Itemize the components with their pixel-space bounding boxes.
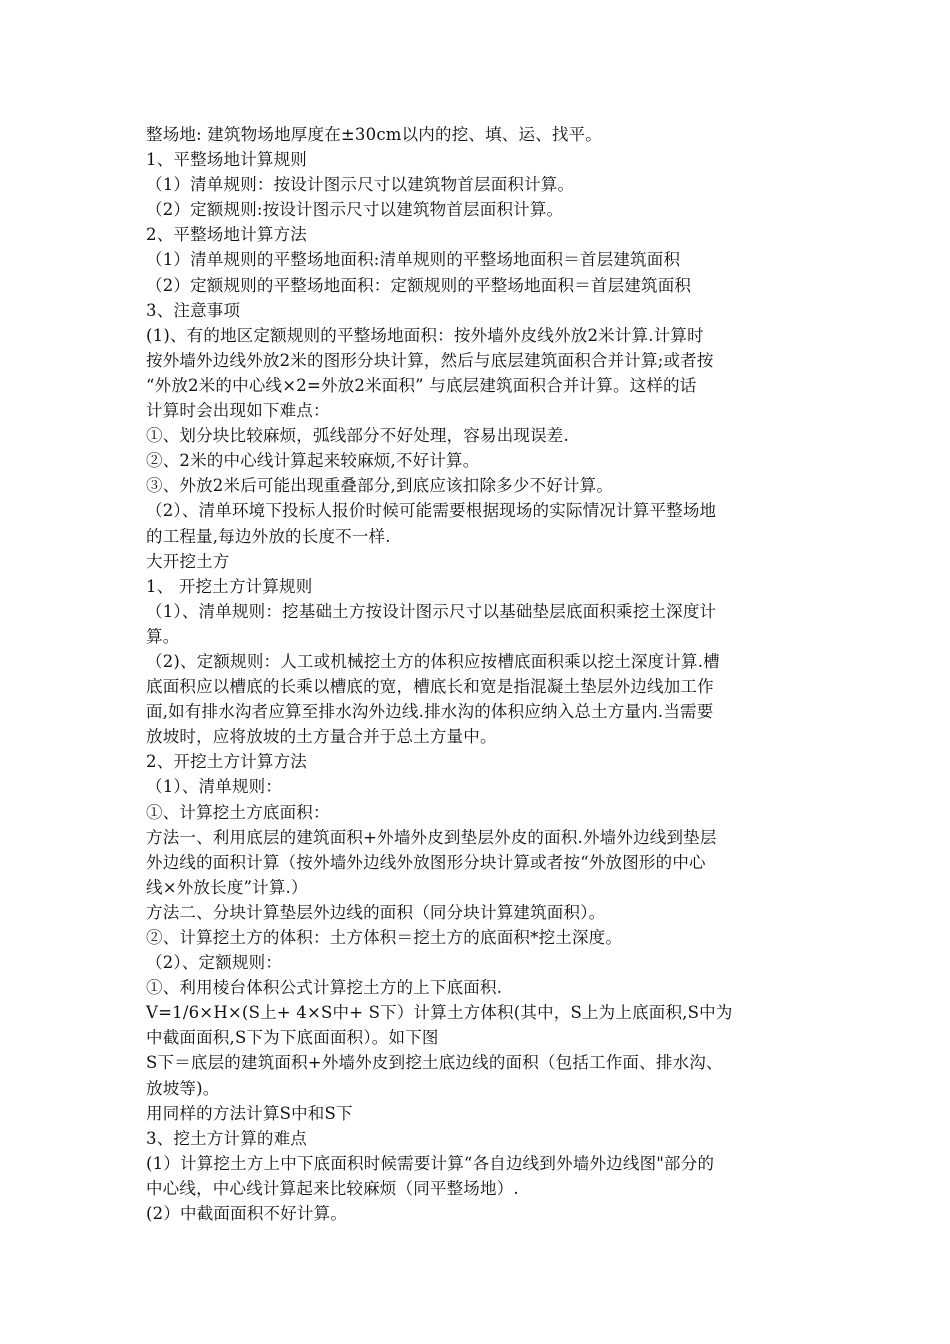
text-line: 底面积应以槽底的长乘以槽底的宽，槽底长和宽是指混凝土垫层外边线加工作 (146, 677, 714, 697)
text-line: ③、外放2米后可能出现重叠部分,到底应该扣除多少不好计算。 (146, 476, 614, 496)
text-line: （2）、定额规则： (146, 953, 283, 973)
text-line: 方法一、利用底层的建筑面积+外墙外皮到垫层外皮的面积.外墙外边线到垫层 (146, 827, 717, 847)
document-body (146, 122, 816, 1226)
text-line: 按外墙外边线外放2米的图形分块计算，然后与底层建筑面积合并计算;或者按 (146, 350, 714, 370)
text-line: (1）计算挖土方上中下底面积时候需要计算“各自边线到外墙外边线图"部分的 (146, 1153, 715, 1173)
text-line: 中截面面积,S下为下底面面积）。如下图 (146, 1028, 439, 1048)
text-line: 面,如有排水沟者应算至排水沟外边线.排水沟的体积应纳入总土方量内.当需要 (146, 702, 714, 722)
text-line: 方法二、分块计算垫层外边线的面积（同分块计算建筑面积）。 (146, 902, 606, 922)
text-line: S下＝底层的建筑面积+外墙外皮到挖土底边线的面积（包括工作面、排水沟、 (146, 1053, 723, 1073)
text-line: （2）、清单环境下投标人报价时候可能需要根据现场的实际情况计算平整场地 (146, 501, 717, 521)
text-line: 计算时会出现如下难点： (146, 401, 330, 421)
section-heading: 1、 开挖土方计算规则 (146, 576, 313, 596)
text-line: (2）中截面面积不好计算。 (146, 1204, 348, 1224)
text-line: 算。 (146, 626, 180, 646)
text-line: （1）清单规则的平整场地面积:清单规则的平整场地面积＝首层建筑面积 (146, 250, 681, 270)
text-line: (1)、有的地区定额规则的平整场地面积：按外墙外皮线外放2米计算.计算时 (146, 325, 704, 345)
text-line: ①、计算挖土方底面积： (146, 802, 330, 822)
section-heading: 1、平整场地计算规则 (146, 150, 307, 170)
text-line: （2）定额规则的平整场地面积：定额规则的平整场地面积＝首层建筑面积 (146, 275, 692, 295)
section-heading: 大开挖土方 (146, 551, 230, 571)
section-heading: 3、挖土方计算的难点 (146, 1128, 307, 1148)
text-line: ②、计算挖土方的体积：土方体积＝挖土方的底面积*挖土深度。 (146, 928, 623, 947)
text-line: （1）清单规则：按设计图示尺寸以建筑物首层面积计算。 (146, 175, 575, 195)
text-line: 放坡时，应将放坡的土方量合并于总土方量中。 (146, 727, 497, 747)
text-line: ①、利用棱台体积公式计算挖土方的上下底面积. (146, 978, 503, 998)
text-line: 放坡等)。 (146, 1078, 220, 1098)
text-line: （1）、清单规则：挖基础土方按设计图示尺寸以基础垫层底面积乘挖土深度计 (146, 601, 717, 621)
text-line: ①、划分块比较麻烦，弧线部分不好处理，容易出现误差. (146, 426, 569, 446)
section-heading: 2、平整场地计算方法 (146, 225, 307, 245)
text-line: （2）定额规则:按设计图示尺寸以建筑物首层面积计算。 (146, 200, 564, 220)
text-line: 整场地: 建筑物场地厚度在±30cm以内的挖、填、运、找平。 (146, 125, 603, 144)
section-heading: 2、开挖土方计算方法 (146, 752, 307, 772)
text-line: （2)、定额规则：人工或机械挖土方的体积应按槽底面积乘以挖土深度计算.槽 (146, 651, 720, 671)
text-line: （1）、清单规则： (146, 777, 283, 797)
section-heading: 3、注意事项 (146, 300, 241, 320)
text-line: ②、2米的中心线计算起来较麻烦,不好计算。 (146, 451, 480, 471)
text-line: “外放2米的中心线×2=外放2米面积” 与底层建筑面积合并计算。这样的话 (146, 375, 697, 395)
text-line: 用同样的方法计算S中和S下 (146, 1103, 353, 1123)
text-line: 中心线，中心线计算起来比较麻烦（同平整场地）. (146, 1178, 519, 1198)
text-line: V=1/6×H×(S上+ 4×S中+ S下）计算土方体积(其中，S上为上底面积,S中为 (146, 1003, 733, 1023)
text-line: 线×外放长度”计算.） (146, 877, 308, 897)
text-line: 外边线的面积计算（按外墙外边线外放图形分块计算或者按“外放图形的中心 (146, 852, 706, 872)
text-line: 的工程量,每边外放的长度不一样. (146, 526, 391, 546)
